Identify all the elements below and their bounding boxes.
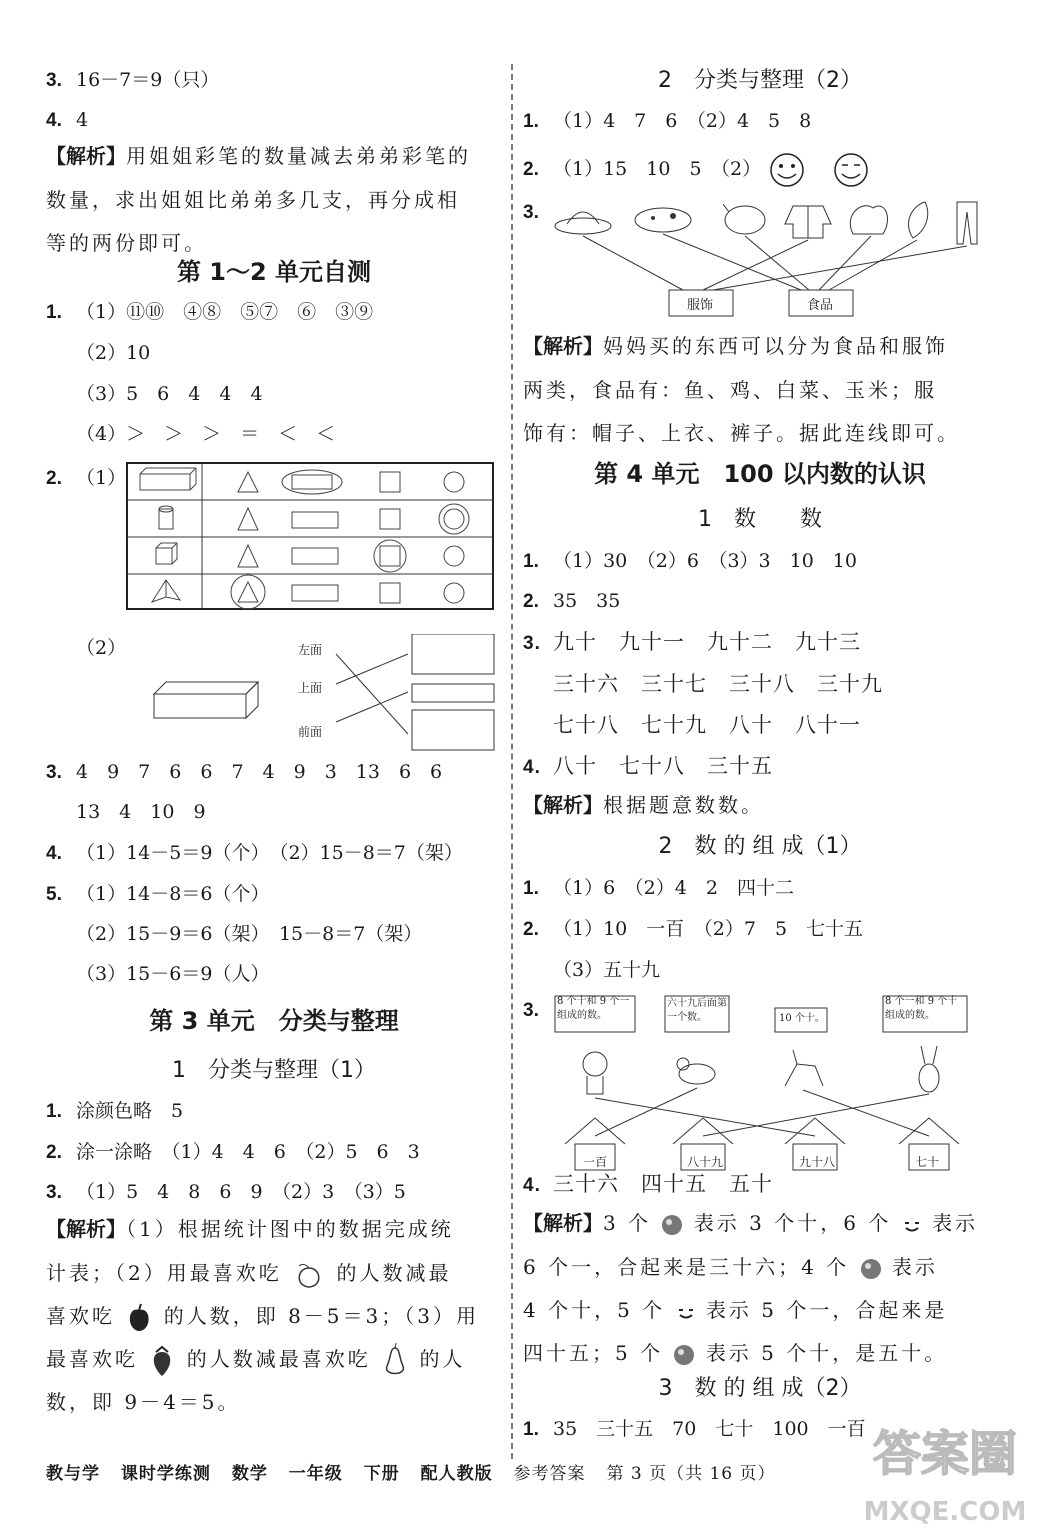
bubble-4: 8 个一和 9 个十组成的数。 (885, 996, 958, 1021)
comp1-q2-a: 2. （1）10 一百 （2）7 5 七十五 (523, 918, 864, 940)
sec2-q1: 1. （1）4 7 6 （2）4 5 8 (523, 110, 812, 132)
peach-icon (291, 1260, 327, 1290)
sec1-q2: 2. 涂一涂略 （1）4 4 6 （2）5 6 3 (46, 1141, 420, 1163)
box-food: 食品 (807, 298, 834, 313)
ten-ball-icon (660, 1213, 684, 1237)
footer-page-number: 第 3 页（共 16 页） (606, 1464, 776, 1484)
test-q1-c: （3）5 6 4 4 4 (76, 383, 263, 405)
smile-face-icon (767, 152, 807, 188)
ten-ball-icon (672, 1343, 696, 1367)
comp2-title: 3 数 的 组 成（2） (658, 1376, 862, 1401)
analysis-1: 【解析】用姐姐彩笔的数量减去弟弟彩笔的 数量，求出姐姐比弟弟多几支，再分成相 等的两份即可。 (46, 144, 471, 255)
sec2-q2: 2. （1）15 10 5 （2） (523, 152, 871, 188)
test-q5-b: （2）15－9＝6（架） 15－8＝7（架） (76, 923, 423, 945)
comp1-q4: 4. 三十六 四十五 五十 (523, 1172, 773, 1196)
count-q3-c: 七十八 七十九 八十 八十一 (553, 713, 861, 737)
sec2-title: 2 分类与整理（2） (658, 68, 862, 93)
test-q3-b: 13 4 10 9 (76, 801, 206, 823)
comp1-q2-b: （3）五十九 (553, 959, 661, 981)
footer-volume: 下册 (363, 1464, 400, 1484)
house-2: 八十九 (687, 1155, 724, 1169)
footer-brand: 教与学 (46, 1464, 100, 1484)
watermark-logo (850, 1408, 1040, 1536)
section-title-self-test: 第 1～2 单元自测 (176, 258, 372, 286)
test-q1-a: 1. （1）⑪⑩ ④⑧ ⑤⑦ ⑥ ③⑨ (46, 301, 374, 323)
watermark-text: 答案圈 (872, 1426, 1018, 1482)
test-q5-a: 5. （1）14－8＝6（个） (46, 883, 270, 905)
analysis-4: 【解析】根据题意数数。 (523, 793, 764, 817)
sec1-q1: 1. 涂颜色略 5 (46, 1100, 184, 1122)
count-title: 1 数 数 (698, 507, 822, 532)
one-face-icon (901, 1215, 923, 1235)
comp1-title: 2 数 的 组 成（1） (658, 834, 862, 859)
sec1-q3: 3. （1）5 4 8 6 9 （2）3 （3）5 (46, 1181, 406, 1203)
analysis-5: 【解析】3 个 表示 3 个十，6 个 表示 6 个一，合起来是三十六；4 个 表示 4 个十，5 个 表示 5 个一，合起来是 四十五；5 个 表示 5 个十，是五十。 (523, 1211, 979, 1365)
wink-face-icon (831, 152, 871, 188)
house-3: 九十八 (799, 1155, 836, 1169)
classification-figure (553, 194, 993, 324)
watermark-url: MXQE.COM (863, 1497, 1027, 1527)
sec2-q3-num: 3. (523, 202, 539, 223)
footer-answer-label: 参考答案 (513, 1464, 586, 1484)
strawberry-icon (147, 1344, 177, 1378)
unit4-title: 第 4 单元 100 以内数的认识 (594, 460, 926, 488)
count-q3-a: 3. 九十 九十一 九十二 九十三 (523, 630, 861, 654)
shape-grid-figure (126, 462, 496, 612)
column-divider (511, 64, 513, 1459)
label-front-view: 前面 (298, 725, 323, 739)
answer-3: 3. 16－7＝9（只） (46, 69, 220, 91)
test-q5-c: （3）15－6＝9（人） (76, 963, 270, 985)
view-matching-figure (146, 634, 506, 754)
house-1: 一百 (583, 1155, 608, 1169)
label-left-view: 左面 (298, 643, 323, 657)
comp1-q1: 1. （1）6 （2）4 2 四十二 (523, 877, 794, 899)
pear-icon (380, 1342, 410, 1380)
count-q2: 2. 35 35 (523, 590, 621, 612)
one-face-icon (675, 1302, 697, 1322)
count-q4: 4. 八十 七十八 三十五 (523, 754, 773, 778)
test-q4: 4. （1）14－5＝9（个） （2）15－8＝7（架） (46, 842, 463, 864)
bubble-3: 10 个十。 (779, 1013, 825, 1024)
comp2-q1: 1. 35 三十五 70 七十 100 一百 (523, 1418, 866, 1440)
footer-subject: 数学 (231, 1464, 268, 1484)
test-q2-a: 2. （1） (46, 467, 127, 489)
analysis-2: 【解析】（1）根据统计图中的数据完成统 计表；（2）用最喜欢吃 的人数减最 喜欢吃 的人数，即 8－5＝3；（3）用 最喜欢吃 的人数减最喜欢吃 的人 数，即 9－4＝5。 (46, 1217, 479, 1414)
answer-4: 4. 4 (46, 109, 89, 131)
apple-icon (124, 1302, 154, 1334)
ten-ball-icon (859, 1257, 883, 1281)
label-top-view: 上面 (298, 681, 323, 695)
bubble-2: 六十九后面第一个数。 (667, 998, 727, 1023)
test-q1-d: （4）＞ ＞ ＞ ＝ ＜ ＜ (76, 423, 336, 445)
sec1-title: 1 分类与整理（1） (172, 1058, 376, 1083)
footer-grade: 一年级 (288, 1464, 343, 1484)
test-q2-b: （2） (76, 637, 127, 659)
footer-series: 课时学练测 (120, 1464, 211, 1484)
count-q1: 1. （1）30 （2）6 （3）3 10 10 (523, 550, 857, 572)
count-q3-b: 三十六 三十七 三十八 三十九 (553, 672, 883, 696)
bubble-1: 8 个十和 9 个一组成的数。 (557, 996, 630, 1021)
test-q1-b: （2）10 (76, 342, 151, 364)
comp1-q3-num: 3. (523, 1000, 539, 1021)
unit3-title: 第 3 单元 分类与整理 (149, 1007, 399, 1035)
house-4: 七十 (915, 1155, 940, 1169)
box-clothing: 服饰 (687, 298, 714, 313)
analysis-3: 【解析】妈妈买的东西可以分为食品和服饰 两类，食品有：鱼、鸡、白菜、玉米；服 饰有：帽子、上衣、裤子。据此连线即可。 (523, 334, 960, 445)
footer-edition: 配人教版 (420, 1464, 493, 1484)
test-q3-a: 3. 4 9 7 6 6 7 4 9 3 13 6 6 (46, 761, 443, 783)
